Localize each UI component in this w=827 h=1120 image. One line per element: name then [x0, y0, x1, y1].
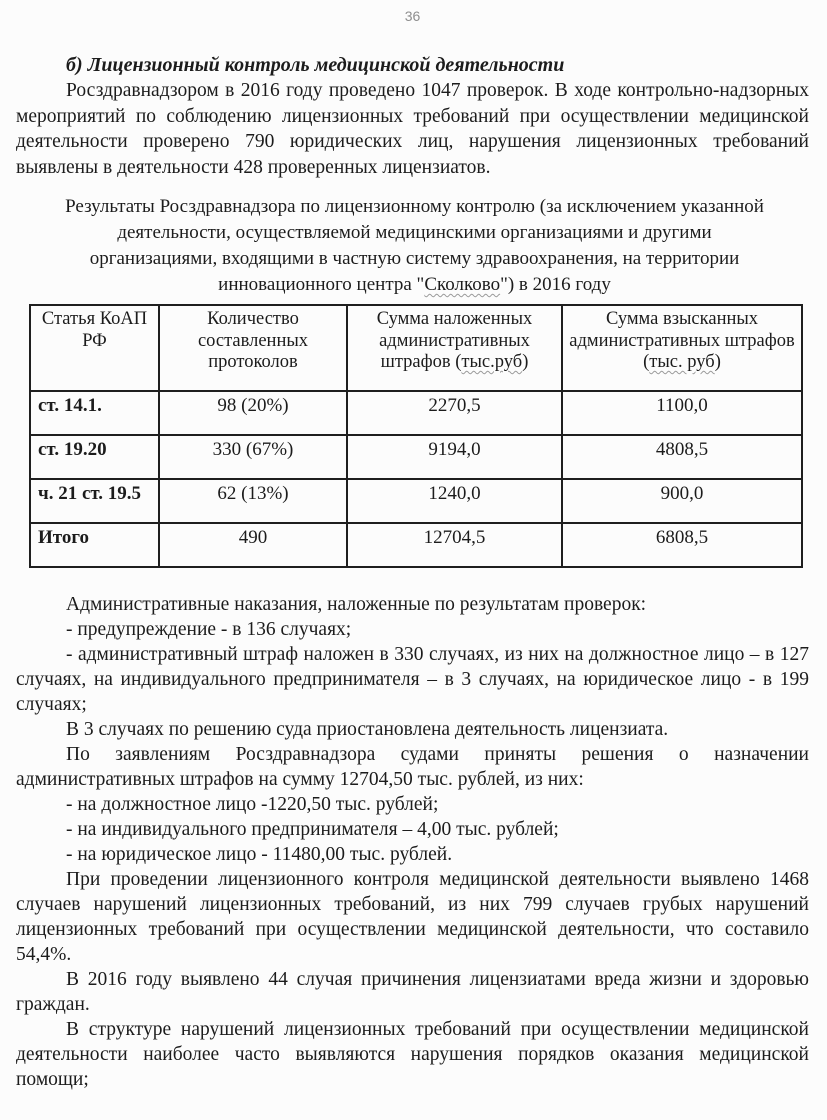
cell-protocols: 490: [159, 523, 347, 567]
skolkovo-underlined-word: Сколково: [424, 274, 501, 295]
cell-imposed: 2270,5: [347, 391, 562, 435]
header-cell-protocols: Количество составленных протоколов: [159, 305, 347, 391]
cell-collected: 900,0: [562, 479, 802, 523]
body-paragraph: - на юридическое лицо - 11480,00 тыс. рублей.: [66, 844, 453, 865]
table-row: [30, 391, 802, 435]
header-collected-open-paren: (: [643, 352, 650, 372]
page-number: 36: [404, 8, 421, 24]
header-cell-imposed-fines: [347, 305, 562, 391]
header-collected-close-paren: ): [714, 352, 721, 372]
body-paragraph: - на должностное лицо -1220,50 тыс. рублей;: [66, 794, 439, 815]
cell-article: ст. 19.20: [30, 435, 159, 479]
body-paragraph: - административный штраф наложен в 330 случаях, из них на должностное лицо – в 127 случаях, на индивидуального предпринимателя – в 3 случаях, на юридическое лицо - в 199 случаях;: [16, 644, 809, 715]
table-header-row: [30, 305, 802, 391]
body-paragraph: При проведении лицензионного контроля медицинской деятельности выявлено 1468 случаев нарушений лицензионных требований, из них 799 случаев грубых нарушений лицензионных требований при осуществлении медицинской деятельности, что составило 54,4%.: [16, 869, 809, 965]
header-cell-article: Статья КоАП РФ: [30, 305, 159, 391]
table-row: [30, 479, 802, 523]
header-collected-unit: тыс. руб: [649, 352, 715, 372]
cell-collected: 6808,5: [562, 523, 802, 567]
body-paragraph: В 2016 году выявлено 44 случая причинения лицензиатами вреда жизни и здоровью граждан.: [16, 969, 809, 1015]
header-cell-collected-fines: [562, 305, 802, 391]
body-paragraph: - на индивидуального предпринимателя – 4,00 тыс. рублей;: [66, 819, 559, 840]
cell-collected: 1100,0: [562, 391, 802, 435]
table-caption-text-before: Результаты Росздравнадзора по лицензионному контролю (за исключением указанной деятельности, осуществляемой медицинскими организациями и другими организациями, входящими в частную систему здравоохранения, на территории инновационного центра ": [65, 196, 764, 295]
body-paragraph: В структуре нарушений лицензионных требований при осуществлении медицинской деятельности наиболее часто выявляются нарушения порядков оказания медицинской помощи;: [16, 1019, 809, 1090]
header-imposed-unit: тыс.руб: [461, 352, 523, 372]
cell-article: ч. 21 ст. 19.5: [30, 479, 159, 523]
table-caption: [62, 194, 767, 298]
section-heading: б) Лицензионный контроль медицинской деятельности: [66, 54, 565, 76]
header-collected-text: Сумма взысканных административных штрафов: [569, 309, 795, 351]
cell-protocols: 98 (20%): [159, 391, 347, 435]
body-text-section: [16, 592, 809, 1092]
body-paragraph: - предупреждение - в 136 случаях;: [66, 619, 352, 640]
body-paragraph: Административные наказания, наложенные по результатам проверок:: [66, 594, 647, 615]
cell-protocols: 330 (67%): [159, 435, 347, 479]
table-row-total: [30, 523, 802, 567]
cell-article-total: Итого: [30, 523, 159, 567]
cell-imposed: 9194,0: [347, 435, 562, 479]
header-imposed-text: Сумма наложенных административных штрафов (: [376, 309, 533, 372]
body-paragraph: По заявлениям Росздравнадзора судами приняты решения о назначении административных штрафов на сумму 12704,50 тыс. рублей, из них:: [16, 744, 809, 790]
cell-imposed: 1240,0: [347, 479, 562, 523]
cell-protocols: 62 (13%): [159, 479, 347, 523]
cell-collected: 4808,5: [562, 435, 802, 479]
table-caption-text-after: ") в 2016 году: [500, 274, 611, 295]
cell-article: ст. 14.1.: [30, 391, 159, 435]
body-paragraph: В 3 случаях по решению суда приостановлена деятельность лицензиата.: [66, 719, 669, 740]
cell-imposed: 12704,5: [347, 523, 562, 567]
header-imposed-close-paren: ): [522, 352, 529, 372]
results-table: [29, 304, 803, 568]
table-row: [30, 435, 802, 479]
intro-paragraph: Росздравнадзором в 2016 году проведено 1047 проверок. В ходе контрольно-надзорных мероприятий по соблюдению лицензионных требований при осуществлении медицинской деятельности проверено 790 юридических лиц, нарушения лицензионных требований выявлены в деятельности 428 проверенных лицензиатов.: [16, 80, 809, 178]
